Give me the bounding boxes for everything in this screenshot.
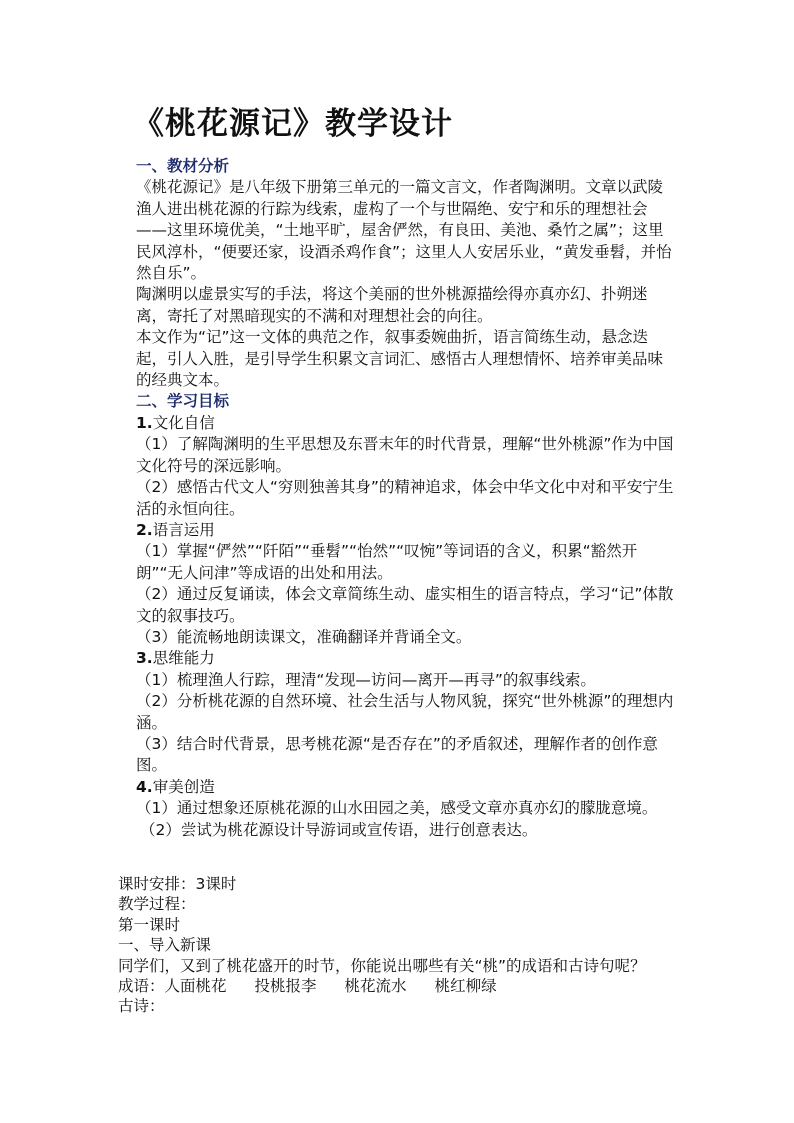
goal-item: （2）分析桃花源的自然环境、社会生活与人物风貌，探究“世外桃源”的理想内涵。 xyxy=(136,692,674,732)
goal-title: 语言运用 xyxy=(152,520,215,539)
goal-heading-aesthetics xyxy=(136,777,676,798)
goal-item: （1）了解陶渊明的生平思想及东晋末年的时代背景，理解“世外桃源”作为中国文化符号的深远影响。 xyxy=(136,435,674,475)
idiom: 桃红柳绿 xyxy=(434,977,497,996)
goal-number: 3. xyxy=(136,649,153,668)
goal-item: （2）通过反复诵读，体会文章简练生动、虚实相生的语言特点，学习“记”体散文的叙事技巧。 xyxy=(136,585,674,625)
goal-item: （3）结合时代背景，思考桃花源“是否存在”的矛盾叙述，理解作者的创作意图。 xyxy=(136,734,658,775)
goal-item: （2）感悟古代文人“穷则独善其身”的精神追求，体会中华文化中对和平安宁生活的永恒向往。 xyxy=(136,478,674,518)
goal-item: （2）尝试为桃花源设计导游词或宣传语，进行创意表达。 xyxy=(140,820,538,839)
intro-question: 同学们，又到了桃花盛开的时节，你能说出哪些有关“桃”的成语和古诗句呢？ xyxy=(118,956,646,975)
idiom-label: 成语： xyxy=(118,977,165,996)
goal-heading-culture xyxy=(136,413,676,434)
idiom: 人面桃花 xyxy=(164,977,227,996)
lesson-label: 第一课时 xyxy=(118,915,181,934)
goal-title: 思维能力 xyxy=(152,649,215,668)
document-title: 《桃花源记》教学设计 xyxy=(133,106,453,142)
schedule-line: 课时安排：3课时 xyxy=(118,875,237,893)
goal-item: （1）梳理渔人行踪，理清“发现—访问—离开—再寻”的叙事线索。 xyxy=(136,670,596,689)
goal-number: 2. xyxy=(136,520,153,539)
document-body xyxy=(136,156,676,841)
goal-heading-language xyxy=(136,520,676,541)
idiom: 投桃报李 xyxy=(254,977,317,996)
goal-item: （3）能流畅地朗读课文，准确翻译并背诵全文。 xyxy=(136,627,472,646)
goal-title: 文化自信 xyxy=(152,413,215,432)
teaching-process xyxy=(118,874,678,1017)
goal-item: （1）掌握“俨然”“阡陌”“垂髫”“怡然”“叹惋”等词语的含义，积累“豁然开朗”“无人问津”等成语的出处和用法。 xyxy=(136,542,638,582)
goal-item: （1）通过想象还原桃花源的山水田园之美，感受文章亦真亦幻的朦胧意境。 xyxy=(136,799,658,818)
goal-title: 审美创造 xyxy=(152,777,215,796)
idiom-line xyxy=(118,976,678,996)
process-label: 教学过程： xyxy=(118,895,196,914)
section-heading-learning-goals: 二、学习目标 xyxy=(136,392,230,411)
intro-heading: 一、导入新课 xyxy=(118,936,212,955)
paragraph: 本文作为“记”这一文体的典范之作，叙事委婉曲折，语言简练生动，悬念迭起，引人入胜，是引导学生积累文言词汇、感悟古人理想情怀、培养审美品味的经典文本。 xyxy=(136,328,664,390)
paragraph: 陶渊明以虚景实写的手法，将这个美丽的世外桃源描绘得亦真亦幻、扑朔迷离，寄托了对黑暗现实的不满和对理想社会的向往。 xyxy=(136,285,648,325)
idiom: 桃花流水 xyxy=(344,977,407,996)
goal-heading-thinking xyxy=(136,648,676,669)
section-heading-textbook-analysis: 一、教材分析 xyxy=(136,157,230,175)
poem-label: 古诗： xyxy=(118,997,165,1016)
paragraph: 《桃花源记》是八年级下册第三单元的一篇文言文，作者陶渊明。文章以武陵渔人进出桃花源的行踪为线索，虚构了一个与世隔绝、安宁和乐的理想社会——这里环境优美，“土地平旷，屋舍俨然，有良田、美池、桑竹之属”；这里民风淳朴，“便要还家，设酒杀鸡作食”；这里人人安居乐业，“黄发垂髫，并怡然自乐”。 xyxy=(136,178,672,283)
goal-number: 4. xyxy=(136,777,153,796)
goal-number: 1. xyxy=(136,413,153,432)
